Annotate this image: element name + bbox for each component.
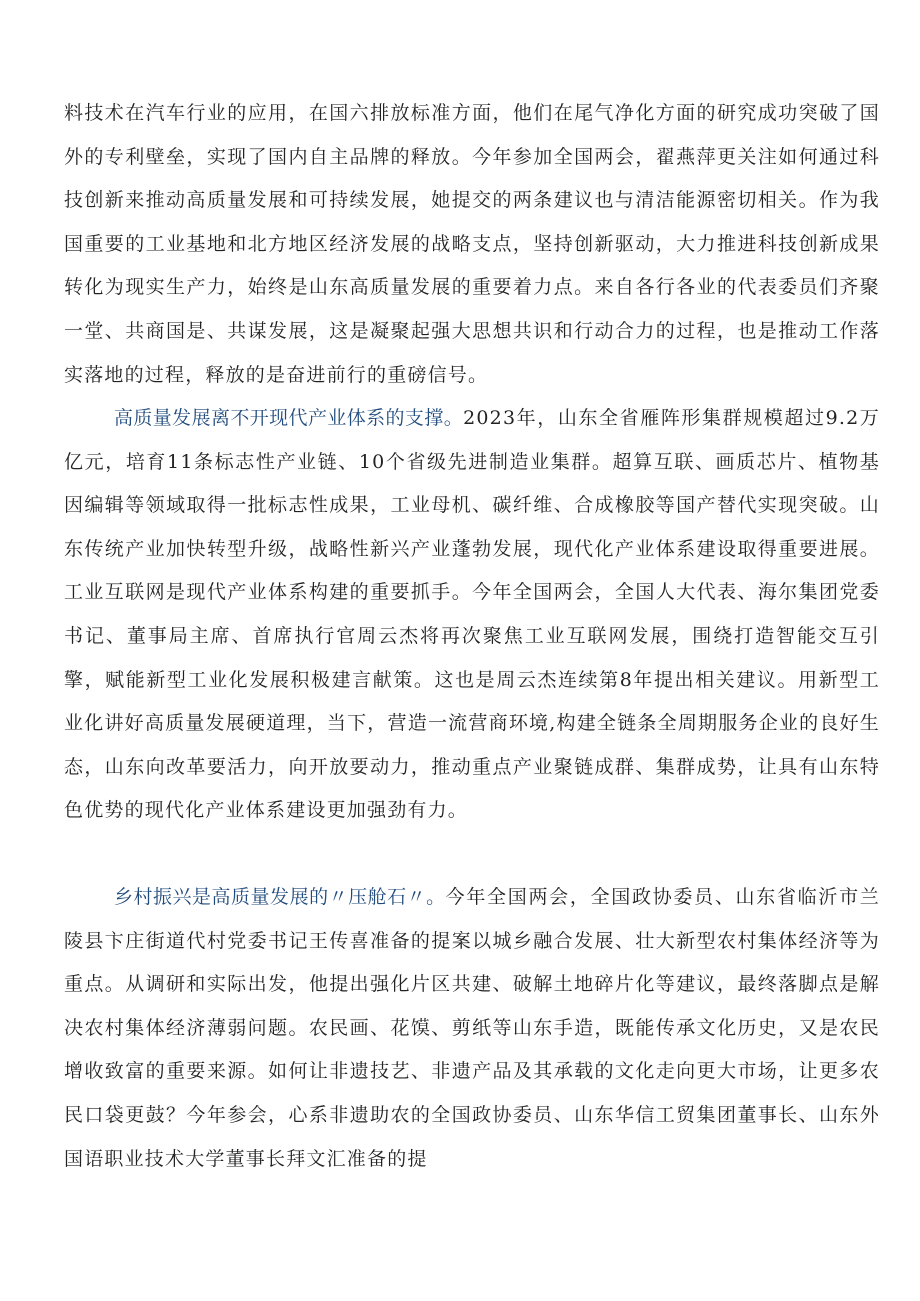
paragraph-1-text: 料技术在汽车行业的应用，在国六排放标准方面，他们在尾气净化方面的研究成功突破了国外的专利壁垒，实现了国内自主品牌的释放。今年参加全国两会，翟燕萍更关注如何通过科技创新来推动高质量发展和可持续发展，她提交的两条建议也与清洁能源密切相关。作为我国重要的工业基地和北方地区经济发展的战略支点，坚持创新驱动，大力推进科技创新成果转化为现实生产力，始终是山东高质量发展的重要着力点。来自各行各业的代表委员们齐聚一堂、共商国是、共谋发展，这是凝聚起强大思想共识和行动合力的过程，也是推动工作落实落地的过程，释放的是奋进前行的重磅信号。 [64,102,880,386]
paragraph-3 [64,876,880,1181]
paragraph-3-heading: 乡村振兴是高质量发展的〃压舱石〃。 [114,886,446,908]
paragraph-3-text: 今年全国两会，全国政协委员、山东省临沂市兰陵县卞庄街道代村党委书记王传喜准备的提案以城乡融合发展、壮大新型农村集体经济等为重点。从调研和实际出发，他提出强化片区共建、破解土地碎片化等建议，最终落脚点是解决农村集体经济薄弱问题。农民画、花馍、剪纸等山东手造，既能传承文化历史，又是农民增收致富的重要来源。如何让非遗技艺、非遗产品及其承载的文化走向更大市场，让更多农民口袋更鼓？今年参会，心系非遗助农的全国政协委员、山东华信工贸集团董事长、山东外国语职业技术大学董事长拜文汇准备的提 [64,886,880,1170]
paragraph-2-text: 2023年，山东全省雁阵形集群规模超过9.2万亿元，培育11条标志性产业链、10个省级先进制造业集群。超算互联、画质芯片、植物基因编辑等领域取得一批标志性成果，工业母机、碳纤维、合成橡胶等国产替代实现突破。山东传统产业加快转型升级，战略性新兴产业蓬勃发展，现代化产业体系建设取得重要进展。工业互联网是现代产业体系构建的重要抓手。今年全国两会，全国人大代表、海尔集团党委书记、董事局主席、首席执行官周云杰将再次聚焦工业互联网发展，围绕打造智能交互引擎，赋能新型工业化发展积极建言献策。这也是周云杰连续第8年提出相关建议。用新型工业化讲好高质量发展硬道理，当下，营造一流营商环境,构建全链条全周期服务企业的良好生态，山东向改革要活力，向开放要动力，推动重点产业聚链成群、集群成势，让具有山东特色优势的现代化产业体系建设更加强劲有力。 [64,407,880,822]
paragraph-2-heading: 高质量发展离不开现代产业体系的支撑。 [114,407,464,429]
paragraph-1 [64,92,880,397]
paragraph-2 [64,397,880,833]
